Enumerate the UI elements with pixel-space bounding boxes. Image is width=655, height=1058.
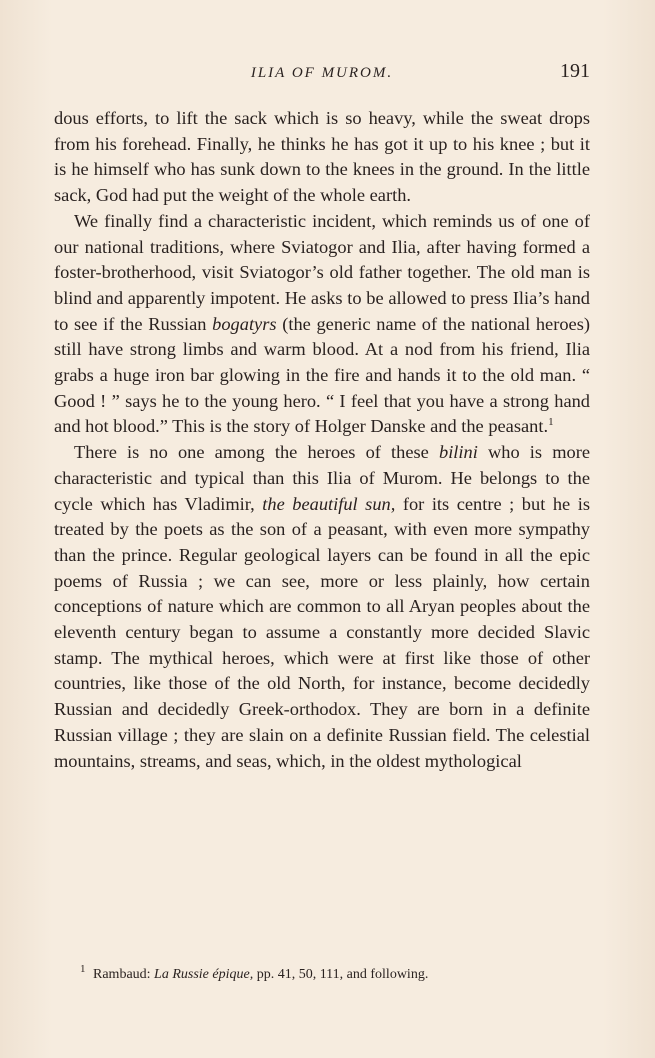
paragraph-2-text-b: (the generic name of the national heroes) still have strong limbs and warm blood. At a nod from his friend, Ilia grabs a huge iron bar glowing in the fire and hands it to the old man. “ Good ! ” says he to the young hero. “ I feel that you have a strong hand and hot blood.” This is the story of Holger Danske and the peasant. [54,313,590,437]
footnote-number: 1 [80,963,86,976]
paragraph-3-text-a: There is no one among the heroes of these [74,442,439,463]
paragraph-2-text-a: We finally find a characteristic incident, which reminds us of one of our national traditions, where Sviatogor and Ilia, after having formed a foster-brotherhood, visit Sviatogor’s old father together. The old man is blind and apparently impotent. He asks to be allowed to press Ilia’s hand to see if the Russian [54,210,590,334]
paragraph-3-text-c: for its centre ; but he is treated by the poets as the son of a peasant, with even more sympathy than the prince. Regular geological layers can be found in all the epic poems of Russia ; we can see, more or less plainly, how certain conceptions of nature which are common to all Aryan peoples about the eleventh century began to assume a constantly more decided Slavic stamp. The mythical heroes, which were at first like those of other countries, like those of the old North, for instance, become decidedly Russian and decidedly Greek-orthodox. They are born in a definite Russian village ; they are slain on a definite Russian field. The celestial mountains, streams, and seas, which, in the oldest mythological [54,493,590,771]
footnote-reference: 1 [548,416,554,429]
footnote-title: La Russie épique, [154,967,254,982]
paragraph-2 [54,209,590,440]
footnote-author: Rambaud: [93,967,151,982]
paragraph-3 [54,440,590,774]
running-title: ILIA OF MUROM. [250,65,394,81]
term-bilini: bilini [439,442,478,463]
paragraph-3-text-b: who is more characteristic and typical than this Ilia of Murom. He belongs to the cycle which has Vladimir, [54,442,590,514]
phrase-beautiful-sun: the beautiful sun, [262,493,396,514]
body-text [54,106,590,774]
term-bogatyrs: bogatyrs [212,313,277,334]
paragraph-1-text: dous efforts, to lift the sack which is so heavy, while the sweat drops from his forehead. Finally, he thinks he has got it up to his knee ; but it is he himself who has sunk down to the knees in the ground. In the little sack, God had put the weight of the whole earth. [54,108,590,206]
paragraph-1 [54,106,590,209]
footnote [80,963,590,984]
page-header [54,58,590,88]
page-number: 191 [560,60,590,82]
footnote-pages: pp. 41, 50, 111, and following. [256,967,429,982]
